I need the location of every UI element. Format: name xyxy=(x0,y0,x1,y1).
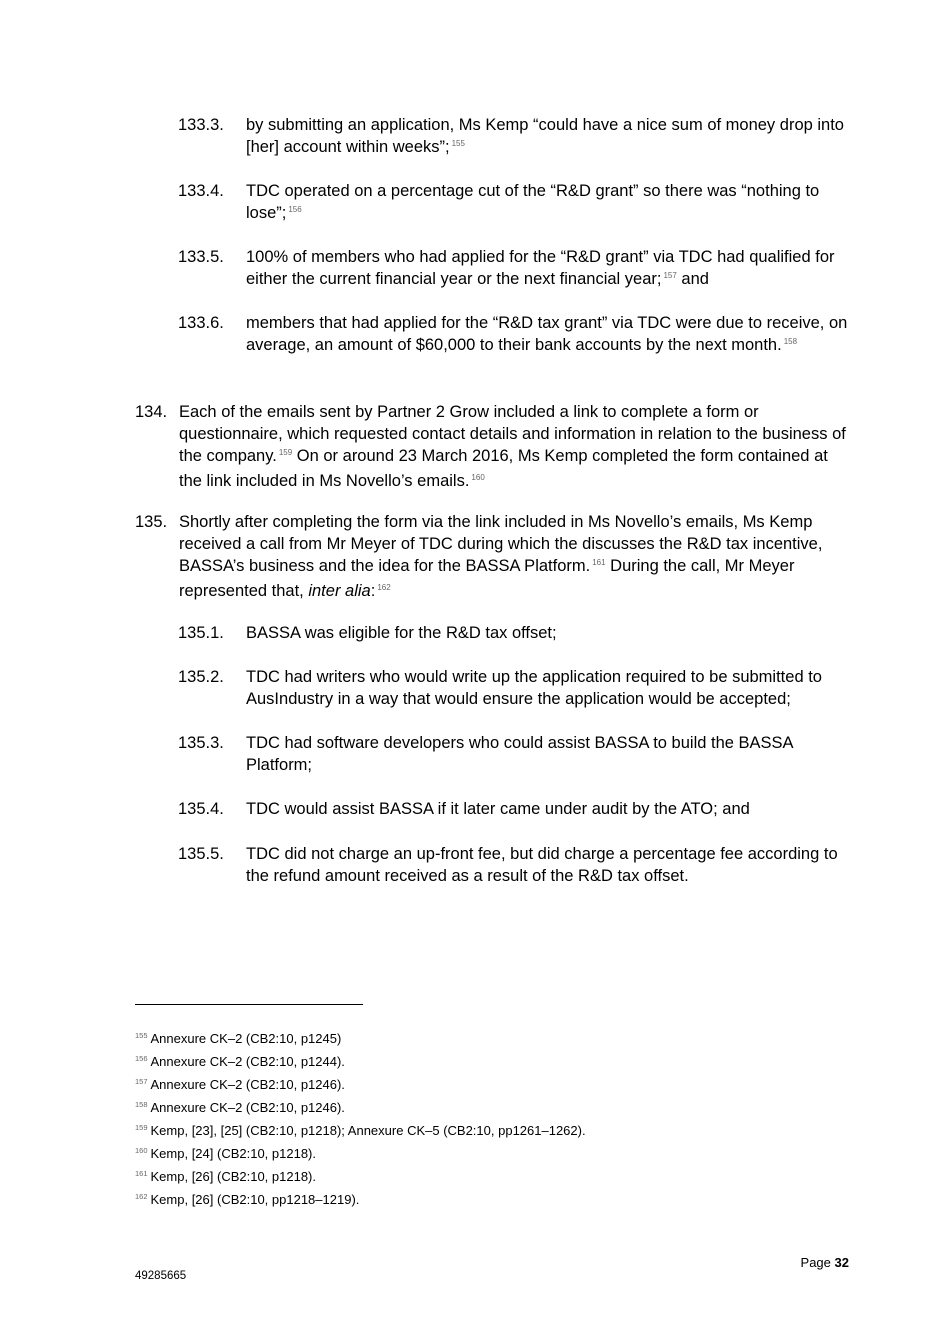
paragraph-number: 133.5. xyxy=(178,248,224,266)
text-run: Shortly after completing the form via the link included in Ms Novello’s emails, Ms Kemp received a call from Mr Meyer of TDC during which the discusses the R&D tax incentive, BASSA’s business and the idea for the BASSA Platform. xyxy=(179,513,823,575)
footnote-number: 159 xyxy=(135,1123,148,1132)
paragraph-number: 133.6. xyxy=(178,314,224,332)
footnote-text: Kemp, [23], [25] (CB2:10, p1218); Annexure CK–5 (CB2:10, pp1261–1262). xyxy=(150,1123,586,1138)
paragraph-number: 133.4. xyxy=(178,182,224,200)
paragraph-text: TDC had software developers who could assist BASSA to build the BASSA Platform; xyxy=(246,734,793,774)
text-run: During the call, Mr Meyer represented that, xyxy=(179,557,795,600)
footnote-number: 156 xyxy=(135,1054,148,1063)
paragraph-number: 135. xyxy=(135,513,168,531)
footnote-ref[interactable]: 157 xyxy=(663,271,677,280)
footnote-ref[interactable]: 161 xyxy=(592,558,606,567)
text-run: and xyxy=(676,270,709,288)
text-run: : xyxy=(370,582,376,600)
paragraph-number: 135.5. xyxy=(178,845,224,863)
paragraph-number: 135.3. xyxy=(178,734,224,752)
footnote-text: Annexure CK–2 (CB2:10, p1246). xyxy=(150,1100,345,1115)
footnote xyxy=(135,1074,855,1097)
footnote-ref[interactable]: 160 xyxy=(471,473,485,482)
paragraph-number: 135.1. xyxy=(178,624,224,642)
footnote-number: 155 xyxy=(135,1031,148,1040)
footnote-ref[interactable]: 162 xyxy=(377,583,391,592)
page-label: Page xyxy=(800,1255,831,1270)
footnote-number: 162 xyxy=(135,1192,148,1201)
paragraph-text: TDC had writers who would write up the application required to be submitted to AusIndustry in a way that would ensure the application would be accepted; xyxy=(246,668,822,708)
paragraph-text: TDC would assist BASSA if it later came under audit by the ATO; and xyxy=(246,800,750,818)
text-run: On or around 23 March 2016, Ms Kemp completed the form contained at the link included in Ms Novello’s emails. xyxy=(179,447,828,490)
paragraph-text xyxy=(179,401,855,495)
footnote-number: 158 xyxy=(135,1100,148,1109)
footnote-number: 160 xyxy=(135,1146,148,1155)
footnote-ref[interactable]: 155 xyxy=(451,139,465,148)
footnote-text: Annexure CK–2 (CB2:10, p1246). xyxy=(150,1077,345,1092)
paragraph-text xyxy=(179,511,855,605)
text-run: TDC operated on a percentage cut of the “R&D grant” so there was “nothing to lose”; xyxy=(246,182,820,222)
footnote-text: Kemp, [26] (CB2:10, pp1218–1219). xyxy=(150,1192,360,1207)
document-number: 49285665 xyxy=(135,1270,187,1282)
page-number-value: 32 xyxy=(834,1255,849,1270)
paragraph-text xyxy=(246,114,856,161)
text-run: members that had applied for the “R&D tax grant” via TDC were due to receive, on average, an amount of $60,000 to their bank accounts by the next month. xyxy=(246,314,848,354)
paragraph-number: 133.3. xyxy=(178,116,224,134)
footnote xyxy=(135,1097,855,1120)
paragraph-number: 134. xyxy=(135,403,168,421)
footnote xyxy=(135,1189,855,1212)
paragraph-text: BASSA was eligible for the R&D tax offset; xyxy=(246,624,557,642)
footnote-separator xyxy=(135,1004,363,1005)
footnote xyxy=(135,1120,855,1143)
footnote-text: Kemp, [26] (CB2:10, p1218). xyxy=(150,1169,316,1184)
text-run: 100% of members who had applied for the “R&D grant” via TDC had qualified for either the current financial year or the next financial year; xyxy=(246,248,835,288)
text-run: by submitting an application, Ms Kemp “could have a nice sum of money drop into [her] account within weeks”; xyxy=(246,116,844,156)
paragraph-text xyxy=(246,312,856,359)
paragraph-text xyxy=(246,246,856,293)
italic-text: inter alia xyxy=(308,582,371,600)
text-run: Each of the emails sent by Partner 2 Grow included a link to complete a form or questionnaire, which requested contact details and information in relation to the business of the company. xyxy=(179,403,846,465)
footnote xyxy=(135,1028,855,1051)
page-number xyxy=(801,1255,849,1270)
footnotes xyxy=(135,1028,855,1212)
footnote xyxy=(135,1051,855,1074)
paragraph-text: TDC did not charge an up-front fee, but did charge a percentage fee according to the refund amount received as a result of the R&D tax offset. xyxy=(246,845,838,885)
paragraph-number: 135.2. xyxy=(178,668,224,686)
paragraph-text xyxy=(246,180,856,227)
footnote xyxy=(135,1166,855,1189)
footnote-number: 161 xyxy=(135,1169,148,1178)
footnote-number: 157 xyxy=(135,1077,148,1086)
footnote-text: Annexure CK–2 (CB2:10, p1244). xyxy=(150,1054,345,1069)
footnote-ref[interactable]: 158 xyxy=(783,337,798,346)
footnote-ref[interactable]: 156 xyxy=(288,205,302,214)
footnote-text: Annexure CK–2 (CB2:10, p1245) xyxy=(150,1031,342,1046)
paragraph-number: 135.4. xyxy=(178,800,224,818)
footnote-text: Kemp, [24] (CB2:10, p1218). xyxy=(150,1146,316,1161)
footnote xyxy=(135,1143,855,1166)
footnote-ref[interactable]: 159 xyxy=(278,448,293,457)
